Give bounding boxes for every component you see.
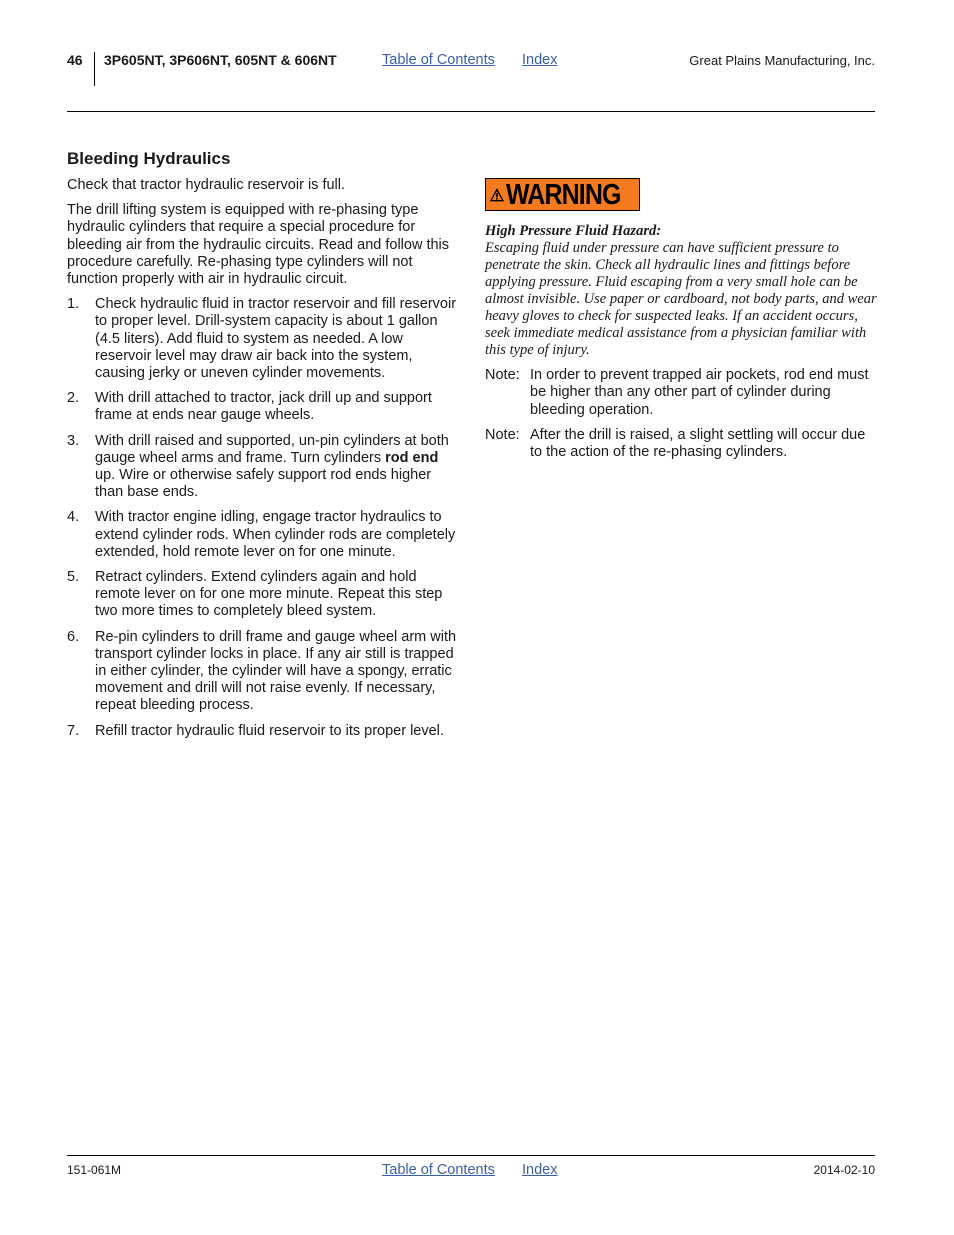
step-text: With drill attached to tractor, jack drill up and support frame at ends near gauge wheels. xyxy=(95,390,432,424)
section-title: Bleeding Hydraulics xyxy=(67,149,231,168)
company-name: Great Plains Manufacturing, Inc. xyxy=(689,53,875,68)
notes xyxy=(485,367,877,461)
step-item xyxy=(67,723,459,740)
note-label: Note: xyxy=(485,367,520,384)
footer-document-number: 151-061M xyxy=(67,1163,122,1177)
step-text: Retract cylinders. Extend cylinders again and hold remote lever on for one more minute. Repeat this step two more times to completely bleed system. xyxy=(95,569,443,620)
warning-triangle-icon xyxy=(489,180,505,210)
intro-paragraph-2: The drill lifting system is equipped with re-phasing type hydraulic cylinders that require a special procedure for bleeding air from the hydraulic circuits. Read and follow this procedure carefully. Re-phasing type cylinders will not function properly with air in hydraulic circuit. xyxy=(67,202,450,288)
header-divider xyxy=(94,52,95,86)
step-text-bold: rod end xyxy=(385,449,439,466)
step-text: Check hydraulic fluid in tractor reservoir and fill reservoir to proper level. Drill-system capacity is about 1 gallon (4.5 liters). Add fluid to system as needed. A low reservoir level may draw air back into the system, causing jerky or uneven cylinder movements. xyxy=(95,296,457,382)
step-item xyxy=(67,296,459,382)
footer-date: 2014-02-10 xyxy=(813,1163,875,1177)
footer-rule xyxy=(67,1155,875,1156)
hazard-title: High Pressure Fluid Hazard: xyxy=(485,222,662,239)
footer-index-link[interactable]: Index xyxy=(522,1162,558,1178)
step-number: 3. xyxy=(67,432,80,449)
note-item xyxy=(485,367,877,419)
document-title: 3P605NT, 3P606NT, 605NT & 606NT xyxy=(104,52,337,68)
step-text: Re-pin cylinders to drill frame and gauge wheel arm with transport cylinder locks in place. If any air still is trapped in either cylinder, the cylinder will have a spongy, erratic movement and drill will not raise evenly. If necessary, repeat bleeding process. xyxy=(95,628,457,714)
warning-label xyxy=(485,178,640,211)
hazard-body: Escaping fluid under pressure can have sufficient pressure to penetrate the skin. Check all hydraulic lines and fittings before applying pressure. Fluid escaping from a very small hole can be almost invisible. Use paper or cardboard, not body parts, and wear heavy gloves to check for suspected leaks. If an accident occurs, seek immediate medical assistance from a physician familiar with this type of injury. xyxy=(485,239,877,359)
left-column xyxy=(67,149,459,748)
step-number: 5. xyxy=(67,569,80,586)
footer-table-of-contents-link[interactable]: Table of Contents xyxy=(382,1162,495,1178)
step-text: up. Wire or otherwise safely support rod ends higher than base ends. xyxy=(95,467,432,501)
step-number: 6. xyxy=(67,628,80,645)
step-item xyxy=(67,629,459,715)
warning-text: WARNING xyxy=(505,178,621,211)
page-number: 46 xyxy=(67,52,83,68)
intro-paragraph-1: Check that tractor hydraulic reservoir is full. xyxy=(67,177,346,193)
header-table-of-contents-link[interactable]: Table of Contents xyxy=(382,52,495,68)
note-label: Note: xyxy=(485,426,520,443)
step-number: 1. xyxy=(67,296,80,313)
note-item xyxy=(485,427,877,461)
step-number: 4. xyxy=(67,509,80,526)
step-number: 7. xyxy=(67,722,80,739)
procedure-steps xyxy=(67,296,459,740)
right-column xyxy=(485,178,877,461)
step-number: 2. xyxy=(67,390,80,407)
step-item xyxy=(67,433,459,502)
header-rule xyxy=(67,111,875,112)
step-item xyxy=(67,509,459,561)
step-text: With drill raised and supported, un-pin cylinders at both gauge wheel arms and frame. Turn cylinders xyxy=(95,432,449,466)
header-index-link[interactable]: Index xyxy=(522,52,558,68)
step-text: With tractor engine idling, engage tractor hydraulics to extend cylinder rods. When cylinder rods are completely extended, hold remote lever on for one minute. xyxy=(95,509,456,560)
step-item xyxy=(67,569,459,621)
step-item xyxy=(67,390,459,424)
step-text: Refill tractor hydraulic fluid reservoir to its proper level. xyxy=(95,722,444,739)
note-text: After the drill is raised, a slight settling will occur due to the action of the re-phasing cylinders. xyxy=(530,426,866,460)
note-text: In order to prevent trapped air pockets, rod end must be higher than any other part of cylinder during bleeding operation. xyxy=(530,367,869,418)
